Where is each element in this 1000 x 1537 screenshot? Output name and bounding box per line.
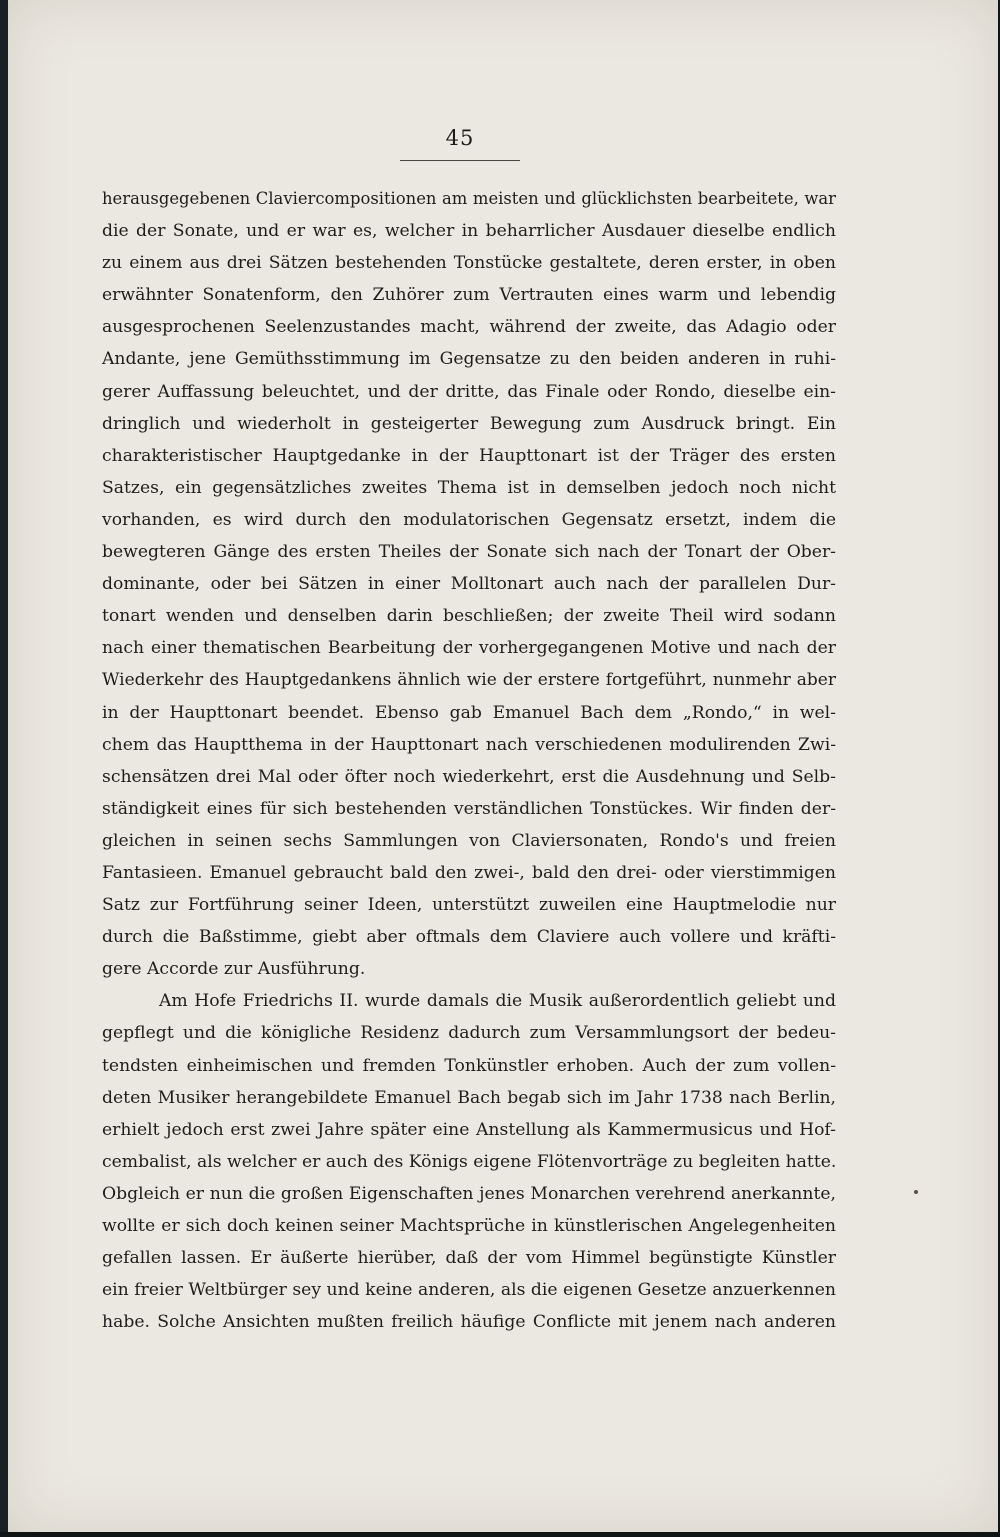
text-line: herausgegebenen Claviercompositionen am meisten und glücklichsten bearbeitete, war	[102, 189, 836, 208]
page-number: 45	[445, 126, 475, 150]
text-line: tonart wenden und denselben darin beschließen; der zweite Theil wird sodann	[102, 606, 836, 627]
text-line: gefallen lassen. Er äußerte hierüber, daß der vom Himmel begünstigte Künstler	[102, 1248, 836, 1269]
text-line: dringlich und wiederholt in gesteigerter Bewegung zum Ausdruck bringt. Ein	[102, 413, 836, 434]
paragraph-end-line: gere Accorde zur Ausführung.	[102, 959, 366, 980]
paragraph-start-line: Am Hofe Friedrichs II. wurde damals die Musik außerordentlich geliebt und	[159, 991, 836, 1012]
text-line: die der Sonate, und er war es, welcher in beharrlicher Ausdauer dieselbe endlich	[102, 221, 836, 242]
text-line: bewegteren Gänge des ersten Theiles der Sonate sich nach der Tonart der Ober-	[102, 542, 836, 563]
text-line: in der Haupttonart beendet. Ebenso gab Emanuel Bach dem „Rondo,“ in wel-	[102, 702, 836, 723]
page-number-rule	[400, 160, 520, 161]
text-line: deten Musiker herangebildete Emanuel Bach begab sich im Jahr 1738 nach Berlin,	[102, 1087, 836, 1108]
text-line: nach einer thematischen Bearbeitung der vorhergegangenen Motive und nach der	[102, 638, 836, 659]
text-line: vorhanden, es wird durch den modulatorischen Gegensatz ersetzt, indem die	[102, 509, 836, 530]
text-line: erwähnter Sonatenform, den Zuhörer zum Vertrauten eines warm und lebendig	[102, 285, 836, 306]
text-line: erhielt jedoch erst zwei Jahre später eine Anstellung als Kammermusicus und Hof-	[102, 1119, 836, 1140]
text-line: cembalist, als welcher er auch des Königs eigene Flötenvorträge zu begleiten hatte.	[102, 1151, 837, 1172]
text-line: chem das Hauptthema in der Haupttonart nach verschiedenen modulirenden Zwi-	[102, 734, 836, 755]
text-line: ständigkeit eines für sich bestehenden verständlichen Tonstückes. Wir finden der-	[102, 798, 836, 819]
text-line: schensätzen drei Mal oder öfter noch wiederkehrt, erst die Ausdehnung und Selb-	[102, 766, 836, 787]
page-binding-edge	[0, 0, 8, 1537]
text-line: durch die Baßstimme, giebt aber oftmals dem Claviere auch vollere und kräfti-	[102, 927, 836, 948]
text-line: Andante, jene Gemüthsstimmung im Gegensatze zu den beiden anderen in ruhi-	[102, 349, 836, 370]
text-line: gerer Auffassung beleuchtet, und der dritte, das Finale oder Rondo, dieselbe ein-	[102, 381, 836, 402]
text-line: Satzes, ein gegensätzliches zweites Thema ist in demselben jedoch noch nicht	[102, 477, 836, 498]
text-line: Wiederkehr des Hauptgedankens ähnlich wie der erstere fortgeführt, nunmehr aber	[102, 670, 836, 691]
text-line: habe. Solche Ansichten mußten freilich häufige Conflicte mit jenem nach anderen	[102, 1312, 836, 1333]
text-line: Fantasieen. Emanuel gebraucht bald den zwei-, bald den drei- oder vierstimmigen	[102, 862, 836, 883]
text-line: zu einem aus drei Sätzen bestehenden Tonstücke gestaltete, deren erster, in oben	[102, 253, 836, 274]
text-line: ein freier Weltbürger sey und keine anderen, als die eigenen Gesetze anzuerkennen	[102, 1280, 836, 1301]
page-bottom-edge	[0, 1532, 1000, 1537]
text-line: charakteristischer Hauptgedanke in der Haupttonart ist der Träger des ersten	[102, 445, 836, 466]
text-line: dominante, oder bei Sätzen in einer Molltonart auch nach der parallelen Dur-	[102, 574, 836, 595]
ink-speck	[914, 1190, 918, 1194]
text-line: gepflegt und die königliche Residenz dadurch zum Versammlungsort der bedeu-	[102, 1023, 836, 1044]
text-line: Obgleich er nun die großen Eigenschaften jenes Monarchen verehrend anerkannte,	[102, 1183, 836, 1204]
text-line: Satz zur Fortführung seiner Ideen, unterstützt zuweilen eine Hauptmelodie nur	[102, 895, 836, 916]
text-line: gleichen in seinen sechs Sammlungen von Claviersonaten, Rondo's und freien	[102, 830, 836, 851]
text-line: wollte er sich doch keinen seiner Machtsprüche in künstlerischen Angelegenheiten	[102, 1216, 836, 1236]
text-line: ausgesprochenen Seelenzustandes macht, während der zweite, das Adagio oder	[102, 317, 836, 338]
text-line: tendsten einheimischen und fremden Tonkünstler erhoben. Auch der zum vollen-	[102, 1055, 836, 1076]
body-text	[102, 183, 836, 1338]
